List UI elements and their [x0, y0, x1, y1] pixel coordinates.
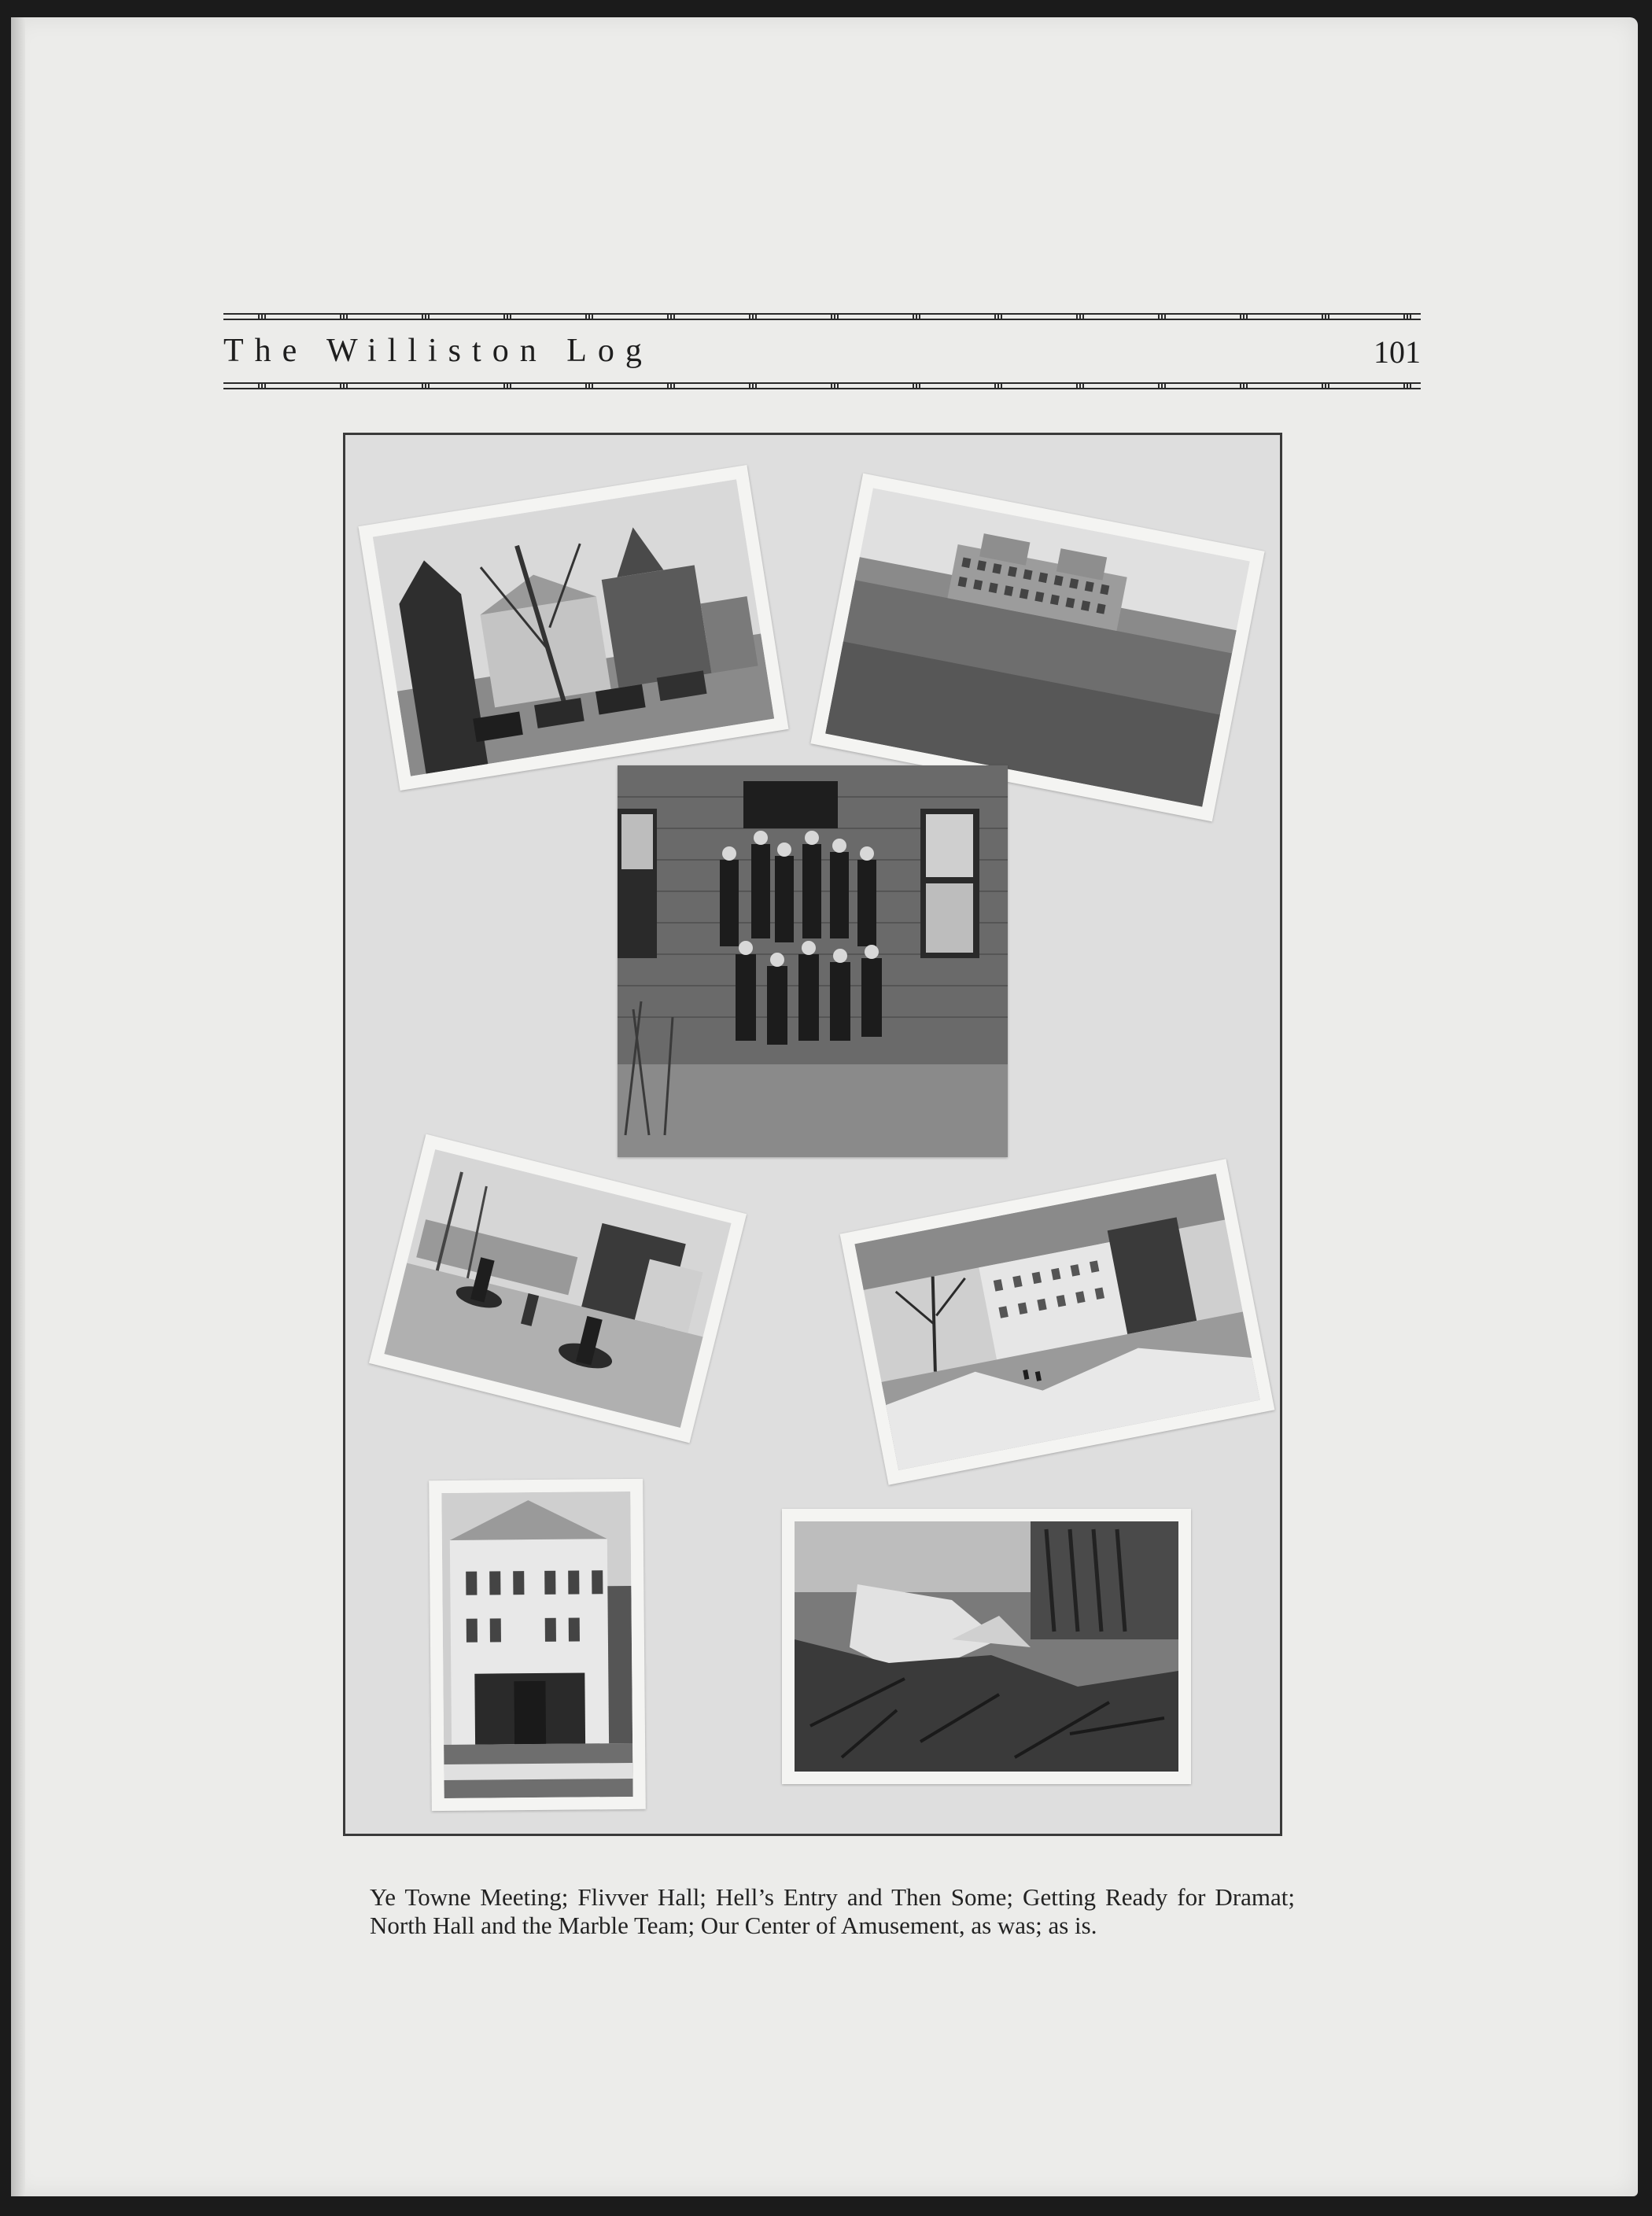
hells-entry-group-photo	[618, 765, 1008, 1157]
town-meeting-image	[373, 479, 774, 776]
photo-plate	[343, 433, 1282, 1836]
page-number: 101	[1374, 334, 1421, 370]
dramat-preparation-photo	[369, 1134, 747, 1444]
binding-edge	[11, 17, 25, 2196]
north-hall-image	[854, 1174, 1259, 1470]
hells-entry-image	[618, 765, 1008, 1157]
center-of-amusement-as-was-photo	[429, 1479, 646, 1811]
north-hall-photo	[840, 1159, 1275, 1484]
header-rule-top	[223, 313, 1421, 320]
dramat-preparation-image	[384, 1149, 731, 1428]
header-rule-bottom	[223, 382, 1421, 389]
book-page	[11, 17, 1638, 2196]
flivver-hall-image	[825, 488, 1250, 806]
town-meeting-photo	[358, 465, 788, 791]
plate-caption: Ye Towne Meeting; Flivver Hall; Hell’s Entry and Then Some; Getting Ready for Dramat; North Hall and the Marble Team; Our Center of Amusement, as was; as is.	[370, 1883, 1295, 1939]
center-as-is-image	[795, 1521, 1178, 1772]
running-title: The Williston Log	[223, 333, 653, 369]
center-as-was-image	[441, 1491, 632, 1798]
center-of-amusement-as-is-photo	[782, 1509, 1191, 1784]
